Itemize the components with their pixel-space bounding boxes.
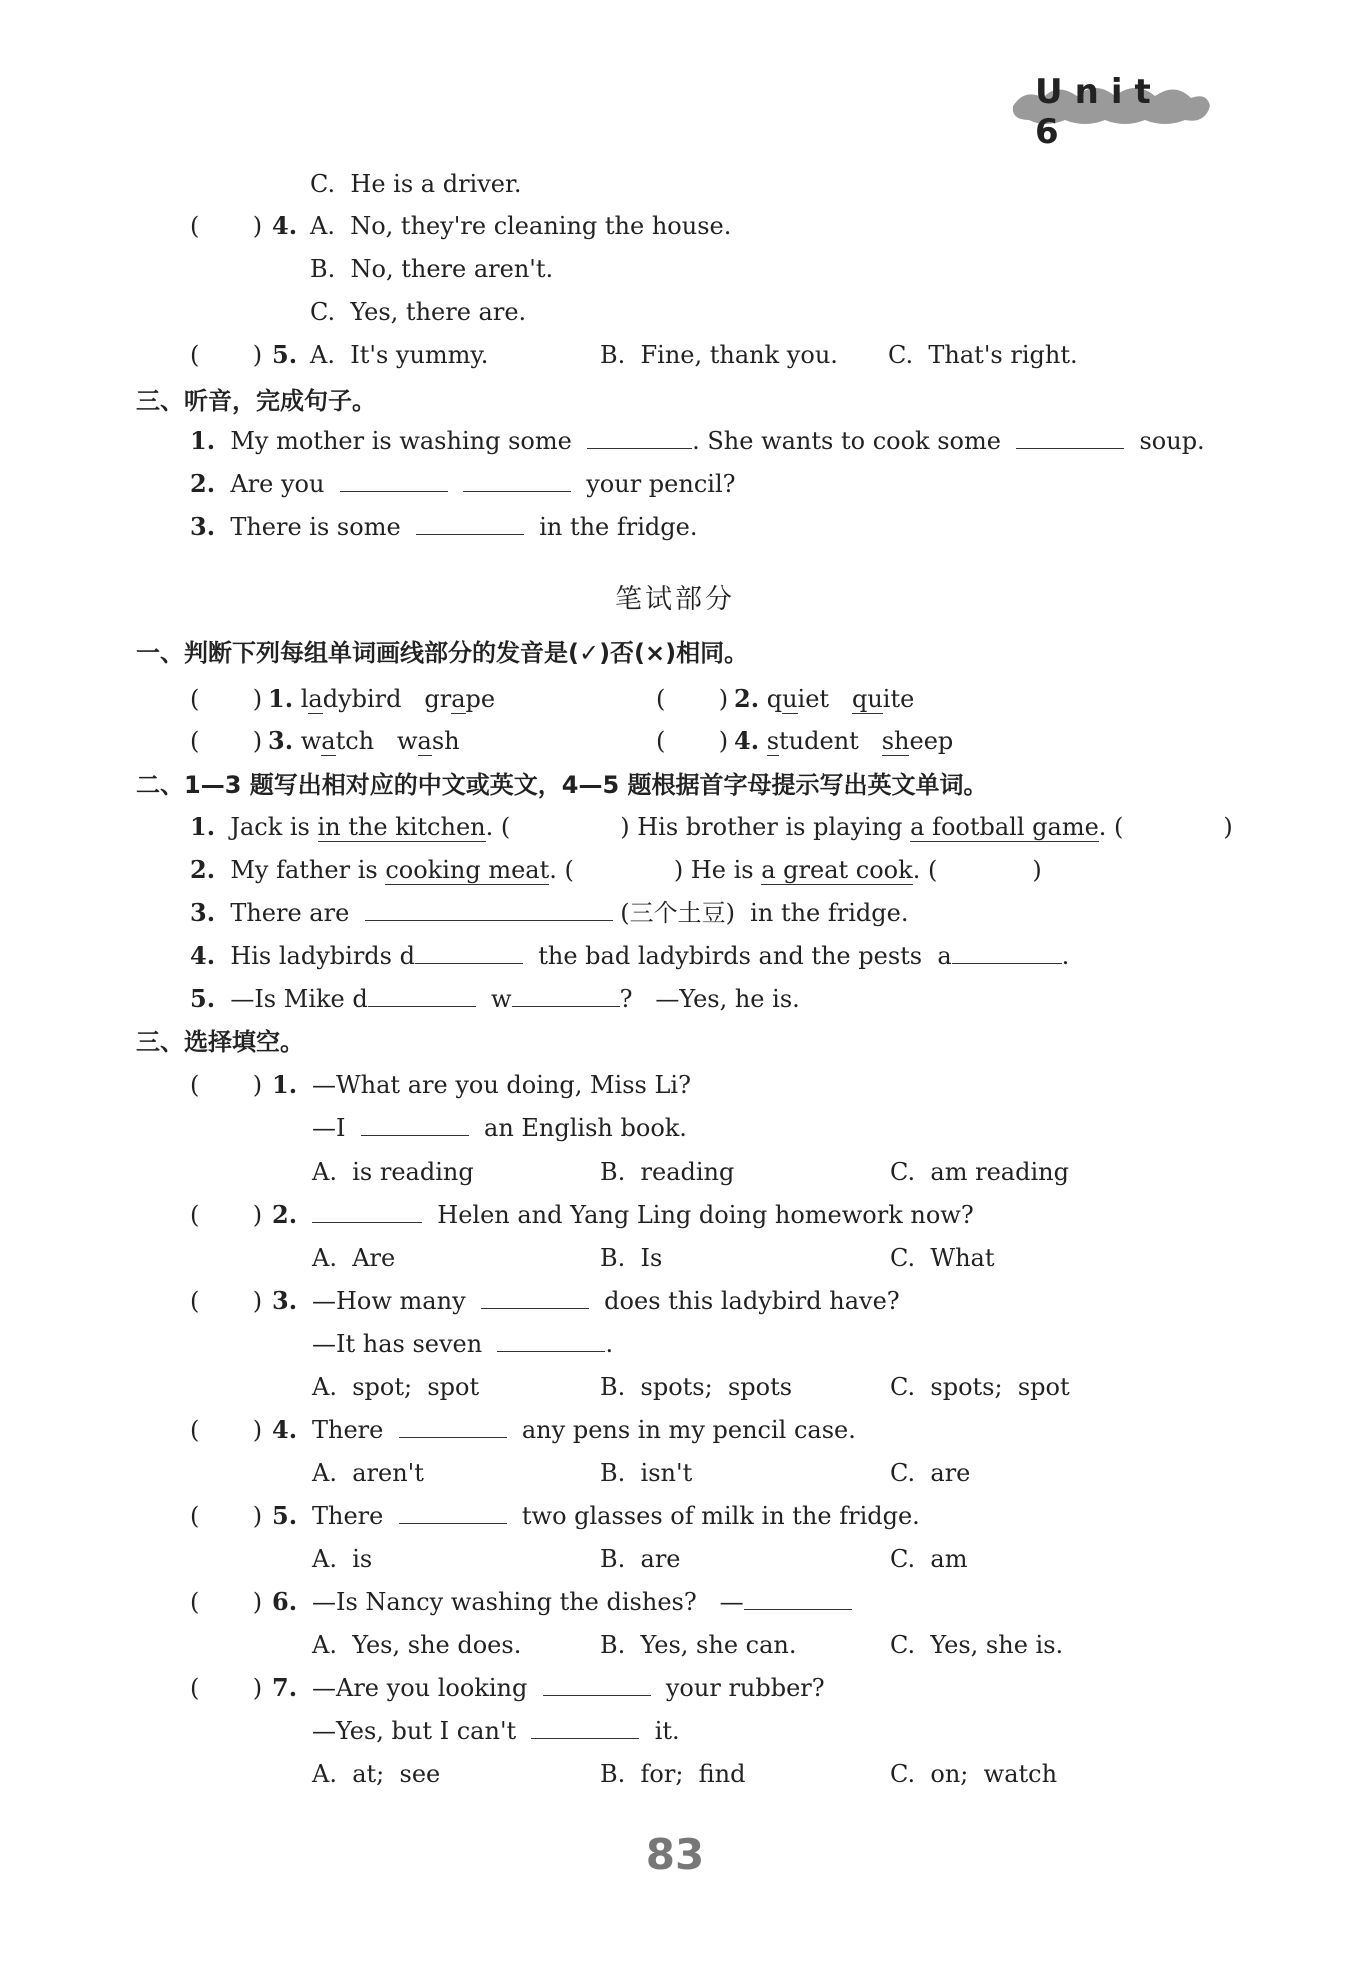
q3-option-c: C. He is a driver. <box>310 170 522 198</box>
pronunciation-item-3 <box>268 726 460 756</box>
answer-blank[interactable] <box>365 898 613 921</box>
answer-blank[interactable] <box>399 1415 507 1438</box>
item-number: 5. <box>190 984 216 1013</box>
answer-blank[interactable] <box>416 512 524 535</box>
question-line <box>312 1716 680 1746</box>
word-part: w <box>300 727 322 755</box>
question-line <box>312 1113 687 1143</box>
question-line <box>312 1415 856 1445</box>
pronunciation-item-4 <box>734 726 953 756</box>
question-number: 7. <box>272 1673 298 1702</box>
answer-blank[interactable] <box>415 941 523 964</box>
option-c: C. That's right. <box>888 341 1078 369</box>
word-part: eep <box>909 727 954 755</box>
option-a: A. Are <box>312 1244 396 1272</box>
underlined-letter: a <box>417 727 432 755</box>
item-number: 4. <box>734 726 760 755</box>
text: —It has seven <box>312 1330 483 1358</box>
question-line <box>312 1286 900 1316</box>
option-b: B. Is <box>600 1244 663 1272</box>
question-number: 3. <box>272 1286 298 1315</box>
written-part-heading: 笔试部分 <box>615 584 735 615</box>
paren: ( ) <box>656 727 729 755</box>
option-c: C. Yes, she is. <box>890 1631 1064 1659</box>
word-part: dybird <box>322 685 402 713</box>
option-b: B. Fine, thank you. <box>600 341 838 369</box>
section-title: 三、选择填空。 <box>136 1028 304 1056</box>
text: ? —Yes, he is. <box>619 985 800 1013</box>
paren: ( ) <box>190 1416 263 1444</box>
text: ) <box>1223 813 1233 841</box>
answer-blank[interactable] <box>481 1286 589 1309</box>
option-a: A. spot; spot <box>312 1373 480 1401</box>
paren: ( ) <box>190 1287 263 1315</box>
item-number: 3. <box>190 512 216 541</box>
text: (三个土豆) in the fridge. <box>620 899 909 927</box>
question-number: 4. <box>272 211 298 240</box>
word-part: pe <box>465 685 496 713</box>
underlined-phrase: cooking meat <box>385 856 550 884</box>
pronunciation-item-1 <box>268 684 495 714</box>
answer-blank[interactable] <box>497 1329 605 1352</box>
question-line <box>312 1501 920 1531</box>
option-c: C. Yes, there are. <box>310 298 527 326</box>
question-number: 5. <box>272 340 298 369</box>
item-number: 1. <box>190 812 216 841</box>
text: There <box>312 1502 384 1530</box>
paren: ( ) <box>190 341 263 369</box>
text: any pens in my pencil case. <box>521 1416 856 1444</box>
question-line <box>312 1329 613 1359</box>
answer-blank[interactable] <box>531 1716 639 1739</box>
word-part: ite <box>882 685 915 713</box>
answer-blank[interactable] <box>361 1113 469 1136</box>
option-a: A. No, they're cleaning the house. <box>310 212 732 240</box>
translate-item-1 <box>190 812 1233 842</box>
text: in the fridge. <box>539 513 698 541</box>
text: two glasses of milk in the fridge. <box>521 1502 920 1530</box>
text: your pencil? <box>586 470 736 498</box>
question-line <box>312 1200 974 1230</box>
question-line <box>312 1587 852 1617</box>
text: My father is <box>230 856 386 884</box>
translate-item-3 <box>190 898 908 928</box>
option-c: C. are <box>890 1459 971 1487</box>
text: There is some <box>230 513 401 541</box>
text: —Are you looking <box>312 1674 528 1702</box>
option-b: B. No, there aren't. <box>310 255 554 283</box>
text: . ( <box>485 813 511 841</box>
paren: ( ) <box>190 1201 263 1229</box>
item-number: 3. <box>190 898 216 927</box>
answer-blank[interactable] <box>543 1673 651 1696</box>
answer-blank[interactable] <box>399 1501 507 1524</box>
underlined-letter: qu <box>851 685 883 713</box>
paren: ( ) <box>190 1502 263 1530</box>
question-number: 2. <box>272 1200 298 1229</box>
option-c: C. am reading <box>890 1158 1069 1186</box>
fill-sentence-3 <box>190 512 697 542</box>
answer-blank[interactable] <box>368 984 476 1007</box>
option-b: B. Yes, she can. <box>600 1631 797 1659</box>
item-number: 3. <box>268 726 294 755</box>
text: His ladybirds d <box>230 942 415 970</box>
text: your rubber? <box>665 1674 825 1702</box>
option-b: B. isn't <box>600 1459 693 1487</box>
word-part: l <box>300 685 309 713</box>
text: —Is Nancy washing the dishes? — <box>312 1588 744 1616</box>
answer-blank[interactable] <box>1016 426 1124 449</box>
option-c: C. on; watch <box>890 1760 1058 1788</box>
word-part: gr <box>424 685 452 713</box>
text: ) He is <box>673 856 762 884</box>
page-number: 83 <box>645 1830 705 1879</box>
paren: ( ) <box>190 727 263 755</box>
item-number: 2. <box>190 855 216 884</box>
unit-header-badge <box>1005 68 1215 152</box>
option-c: C. spots; spot <box>890 1373 1070 1401</box>
answer-blank[interactable] <box>312 1200 422 1223</box>
paren: ( ) <box>190 1674 263 1702</box>
question-number: 4. <box>272 1415 298 1444</box>
option-c: C. What <box>890 1244 995 1272</box>
fill-sentence-2 <box>190 469 735 499</box>
section-title: 三、听音，完成句子。 <box>136 387 376 415</box>
paren: ( ) <box>656 685 729 713</box>
underlined-letter: a <box>451 685 466 713</box>
option-b: B. reading <box>600 1158 735 1186</box>
text: There are <box>230 899 350 927</box>
option-a: A. Yes, she does. <box>312 1631 522 1659</box>
question-number: 5. <box>272 1501 298 1530</box>
text: —I <box>312 1114 346 1142</box>
text: ) His brother is playing <box>620 813 911 841</box>
underlined-letter: u <box>782 685 798 713</box>
text: Are you <box>230 470 325 498</box>
translate-item-5 <box>190 984 800 1014</box>
item-number: 1. <box>268 684 294 713</box>
question-line: —What are you doing, Miss Li? <box>312 1071 691 1099</box>
text: My mother is washing some <box>230 427 572 455</box>
text: . <box>1061 942 1070 970</box>
option-a: A. is reading <box>312 1158 474 1186</box>
question-number: 6. <box>272 1587 298 1616</box>
paren: ( ) <box>190 1071 263 1099</box>
text: soup. <box>1139 427 1205 455</box>
answer-blank[interactable] <box>744 1587 852 1610</box>
answer-blank[interactable] <box>587 426 692 449</box>
unit-title: Unit 6 <box>1035 72 1163 152</box>
word-part: iet <box>797 685 830 713</box>
text: . ( <box>549 856 574 884</box>
text: . ( <box>1098 813 1124 841</box>
underlined-letter: a <box>321 727 336 755</box>
text: the bad ladybirds and the pests a <box>538 942 952 970</box>
option-b: B. for; find <box>600 1760 746 1788</box>
question-line <box>312 1673 825 1703</box>
item-number: 2. <box>734 684 760 713</box>
option-a: A. aren't <box>312 1459 424 1487</box>
question-number: 1. <box>272 1070 298 1099</box>
translate-item-2 <box>190 855 1042 885</box>
answer-blank[interactable] <box>463 469 571 492</box>
paren: ( ) <box>190 1588 263 1616</box>
paren: ( ) <box>190 685 263 713</box>
item-number: 2. <box>190 469 216 498</box>
text: it. <box>654 1717 680 1745</box>
text: Jack is <box>230 813 318 841</box>
word-part: w <box>397 727 418 755</box>
text: ) <box>1032 856 1042 884</box>
underlined-phrase: in the kitchen <box>317 813 486 841</box>
item-number: 1. <box>190 426 216 455</box>
answer-blank[interactable] <box>340 469 448 492</box>
word-part: tudent <box>779 727 859 755</box>
word-part: q <box>766 685 783 713</box>
paren: ( ) <box>190 212 263 240</box>
option-a: A. It's yummy. <box>310 341 489 369</box>
option-a: A. is <box>312 1545 373 1573</box>
word-part: tch <box>335 727 375 755</box>
pronunciation-item-2 <box>734 684 914 714</box>
underlined-letter: a <box>308 685 323 713</box>
option-b: B. spots; spots <box>600 1373 793 1401</box>
text: w <box>491 985 512 1013</box>
text: . ( <box>912 856 938 884</box>
text: does this ladybird have? <box>604 1287 900 1315</box>
text: —Yes, but I can't <box>312 1717 517 1745</box>
option-a: A. at; see <box>312 1760 441 1788</box>
underlined-letter: sh <box>881 727 910 755</box>
text: . <box>605 1330 614 1358</box>
section-title: 一、判断下列每组单词画线部分的发音是(✓)否(×)相同。 <box>136 639 749 667</box>
item-number: 4. <box>190 941 216 970</box>
text: —How many <box>312 1287 466 1315</box>
answer-blank[interactable] <box>512 984 620 1007</box>
text: —Is Mike d <box>230 985 368 1013</box>
word-part: sh <box>431 727 460 755</box>
option-b: B. are <box>600 1545 681 1573</box>
fill-sentence-1 <box>190 426 1205 456</box>
underlined-phrase: a football game <box>910 813 1099 841</box>
translate-item-4 <box>190 941 1069 971</box>
text: There <box>312 1416 384 1444</box>
underlined-phrase: a great cook <box>761 856 913 884</box>
text: . She wants to cook some <box>692 427 1001 455</box>
text: Helen and Yang Ling doing homework now? <box>437 1201 974 1229</box>
text: an English book. <box>484 1114 687 1142</box>
option-c: C. am <box>890 1545 968 1573</box>
section-title: 二、1—3 题写出相对应的中文或英文，4—5 题根据首字母提示写出英文单词。 <box>136 771 988 799</box>
answer-blank[interactable] <box>952 941 1062 964</box>
underlined-letter: s <box>766 727 780 755</box>
